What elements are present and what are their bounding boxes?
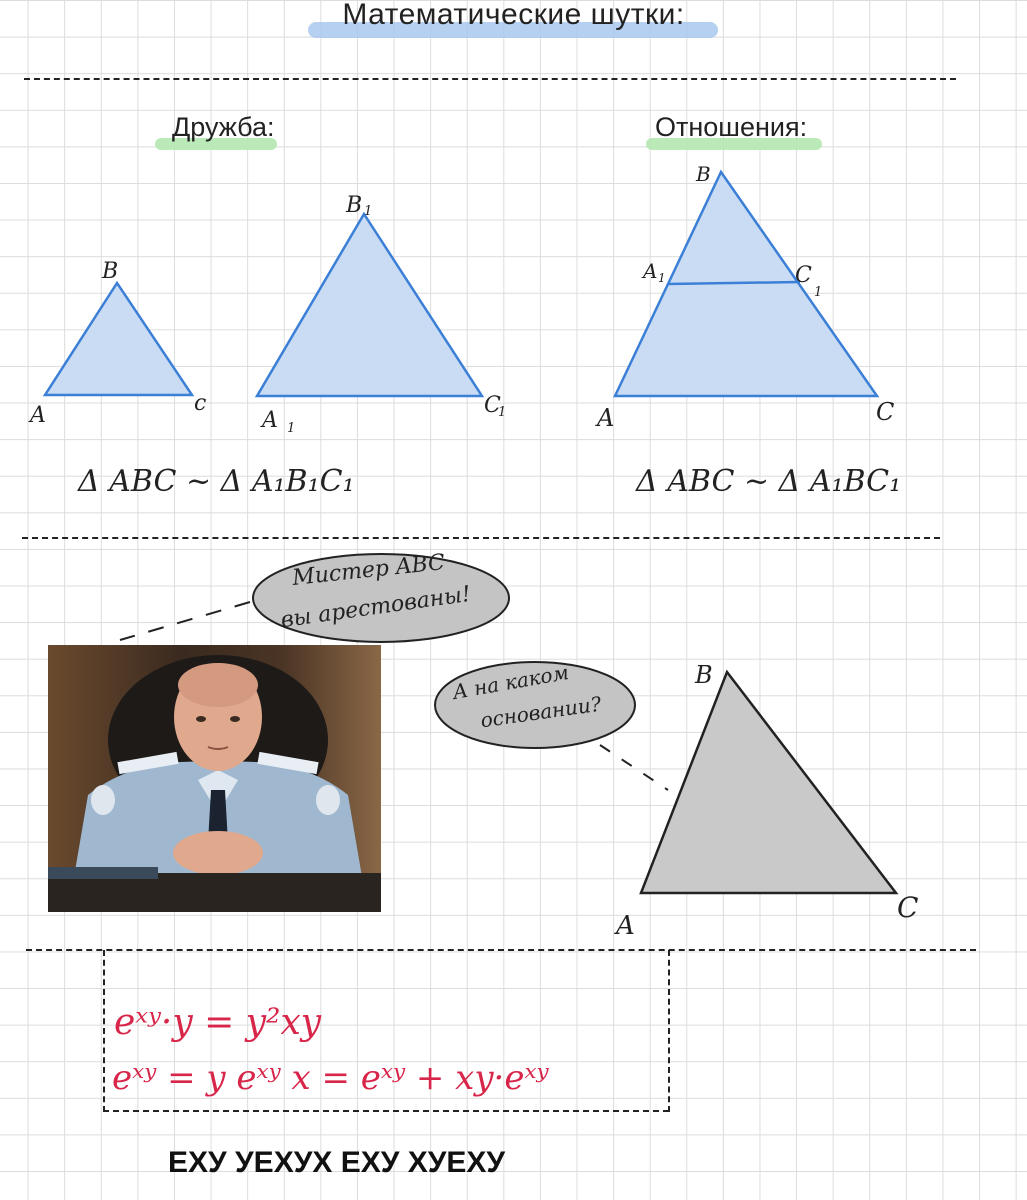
vertex-label: c (194, 391, 207, 416)
vertex-label: C (876, 398, 895, 426)
vertex-label: 1 (364, 204, 373, 219)
vertex-label: 1 (287, 421, 296, 436)
vertex-label: C (897, 891, 919, 924)
police-officer-photo (48, 645, 381, 912)
formula-line-1: eˣʸ·y = y²xy (114, 1002, 322, 1043)
page-title: Математические шутки: (342, 0, 685, 31)
vertex-label: C (795, 263, 812, 288)
bubble-1-line1: Мистер ABC (291, 550, 447, 591)
vertex-label: 1 (814, 285, 823, 300)
vertex-label: A (30, 403, 46, 428)
bubble-1-tail (120, 602, 250, 640)
formula-line-2: eˣʸ = y eˣʸ x = eˣʸ + xy·eˣʸ (112, 1058, 549, 1098)
formula-box-bottom (103, 1110, 669, 1112)
bubble-1-line2: вы арестованы! (279, 581, 473, 634)
triangle-abc-small (45, 283, 192, 395)
vertex-label: A (597, 404, 615, 432)
vertex-label: C (484, 393, 501, 418)
vertex-label: B (695, 661, 713, 689)
vertex-label: A (643, 259, 658, 283)
vertex-label: B (696, 162, 711, 186)
triangle-a1b1c1 (257, 214, 482, 396)
divider-middle (22, 537, 940, 539)
bubble-2-tail (600, 745, 668, 790)
formula-box-left (103, 950, 105, 1112)
bottom-caption: ЕХУ УЕХУХ ЕХУ ХУЕХУ (168, 1146, 506, 1179)
vertex-label: A (262, 408, 278, 433)
friendship-label: Дружба: (172, 112, 275, 142)
top-triangles (0, 0, 1027, 540)
vertex-label: B (102, 259, 119, 284)
divider-bottom (26, 949, 976, 951)
vertex-label: B (346, 193, 363, 218)
vertex-label: 1 (658, 271, 666, 285)
vertex-label: 1 (498, 405, 507, 420)
bubble-2-line1: А на каком (450, 659, 571, 705)
triangle-gray (641, 672, 896, 893)
formula-friendship: Δ ABC ~ Δ A₁B₁C₁ (78, 464, 355, 499)
formula-relations: Δ ABC ~ Δ A₁BC₁ (636, 464, 902, 499)
relations-label: Отношения: (655, 112, 808, 142)
vertex-label: A (616, 911, 635, 941)
bubble-2-line2: основании? (478, 691, 603, 733)
formula-box-right (668, 950, 670, 1112)
